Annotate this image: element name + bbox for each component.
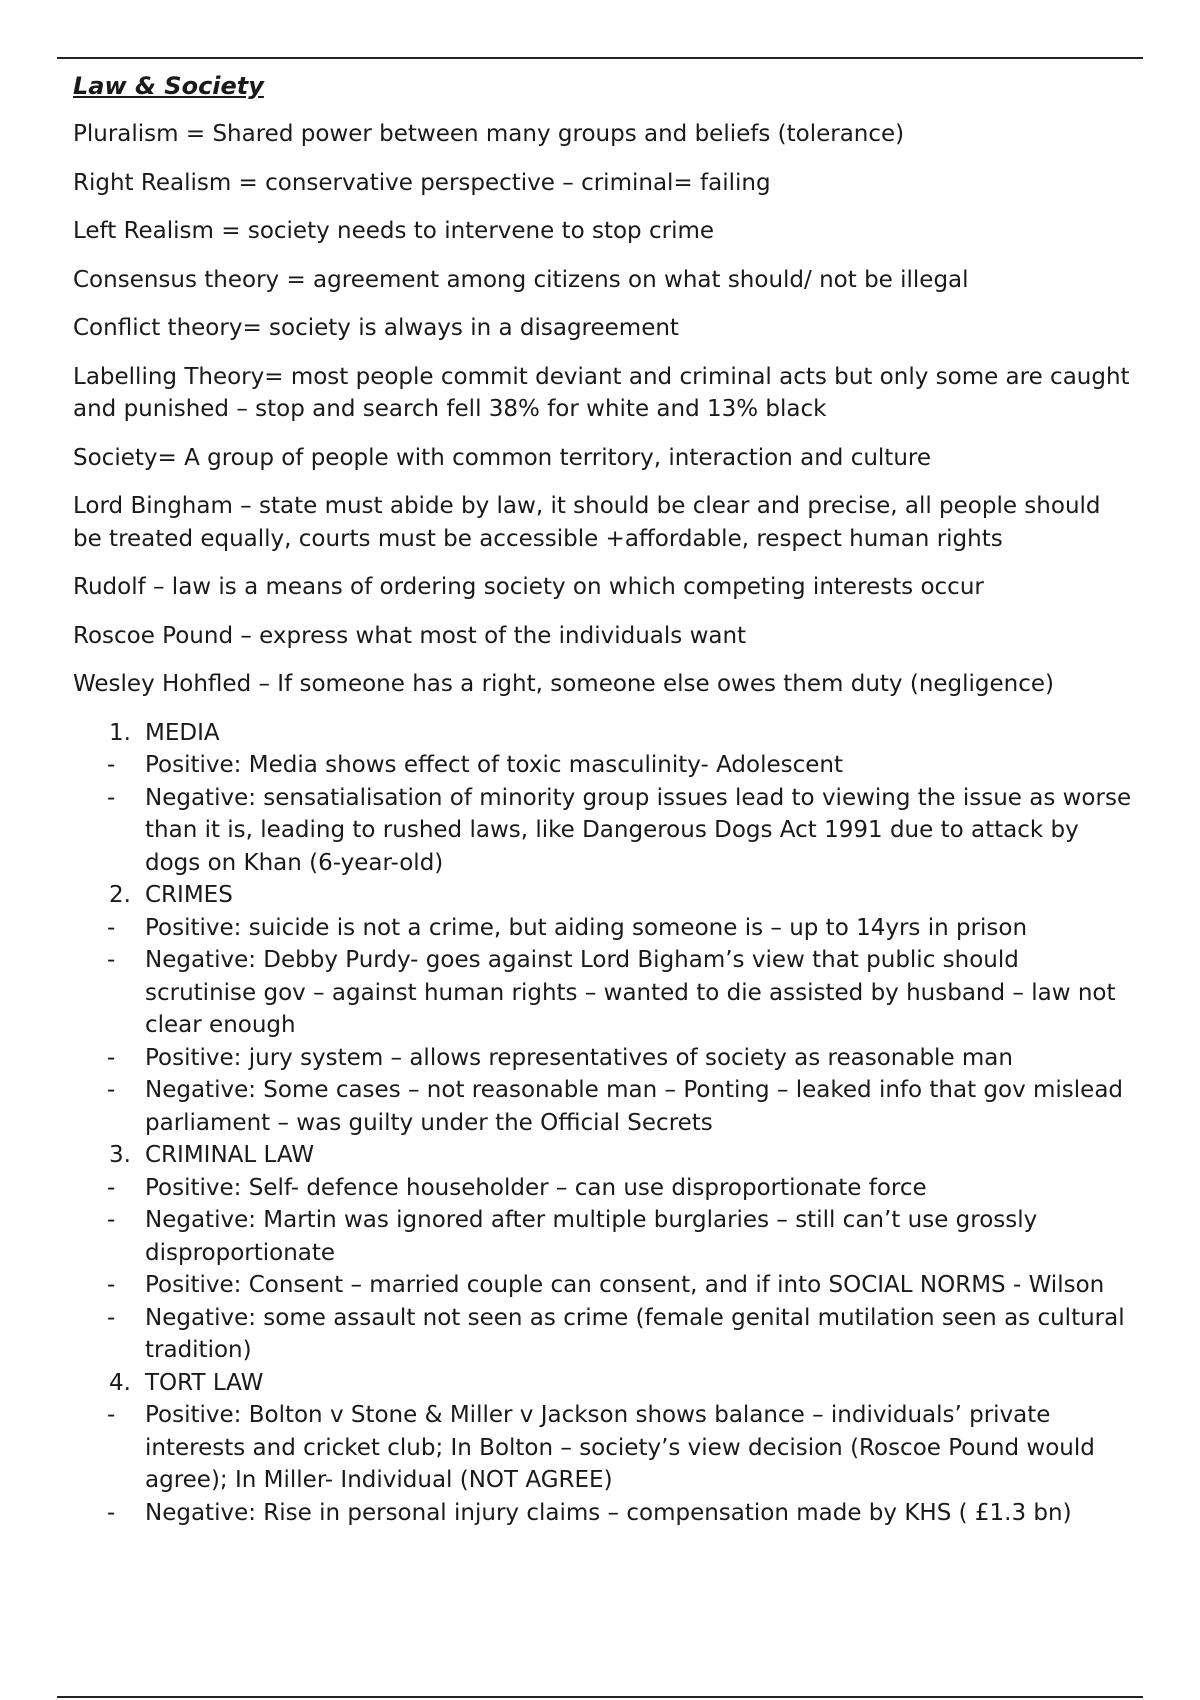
- numbered-list: [73, 717, 1133, 1530]
- list-item-text: Positive: Bolton v Stone & Miller v Jackson shows balance – individuals’ private interests and cricket club; In Bolton – society’s view decision (Roscoe Pound would agree); In Miller- Individual (NOT AGREE): [145, 1402, 1095, 1493]
- list-item: [73, 1269, 1133, 1302]
- section-number: 1.: [109, 719, 131, 746]
- list-item-text: Positive: Media shows effect of toxic masculinity- Adolescent: [145, 752, 843, 778]
- list-item: [73, 1074, 1133, 1139]
- page-title: Law & Society: [73, 72, 264, 100]
- dash-bullet: -: [107, 1272, 116, 1298]
- dash-bullet: -: [107, 1304, 116, 1331]
- dash-bullet: -: [107, 1044, 116, 1071]
- list-item: [73, 912, 1133, 945]
- definition-wesley-hohfled: Wesley Hohfled – If someone has a right, someone else owes them duty (negligence): [73, 671, 1055, 697]
- list-item: [73, 782, 1133, 880]
- definition-conflict-theory: Conflict theory= society is always in a disagreement: [73, 315, 679, 341]
- definition-consensus-theory: Consensus theory = agreement among citizens on what should/ not be illegal: [73, 266, 969, 293]
- section-number: 3.: [109, 1142, 131, 1168]
- list-item: [73, 1399, 1133, 1497]
- list-item-text: Positive: suicide is not a crime, but aiding someone is – up to 14yrs in prison: [145, 914, 1028, 941]
- list-item-text: Negative: Debby Purdy- goes against Lord Bigham’s view that public should scrutinise gov – against human rights – wanted to die assisted by husband – law not clear enough: [145, 947, 1116, 1038]
- list-item-text: Negative: Rise in personal injury claims – compensation made by KHS ( £1.3 bn): [145, 1499, 1072, 1526]
- section-title: TORT LAW: [145, 1369, 264, 1396]
- bottom-rule: [57, 1696, 1143, 1698]
- section-heading: [73, 1139, 1133, 1172]
- list-item-text: Negative: sensatialisation of minority group issues lead to viewing the issue as worse than it is, leading to rushed laws, like Dangerous Dogs Act 1991 due to attack by dogs on Khan (6-year-old): [145, 784, 1132, 876]
- list-item-text: Positive: Consent – married couple can consent, and if into SOCIAL NORMS - Wilson: [145, 1272, 1105, 1298]
- list-item: [73, 1497, 1133, 1530]
- section-number: 4.: [109, 1369, 131, 1396]
- definitions: [73, 118, 1133, 701]
- dash-bullet: -: [107, 1402, 116, 1428]
- definition-rudolf: Rudolf – law is a means of ordering society on which competing interests occur: [73, 574, 984, 600]
- list-item: [73, 1042, 1133, 1075]
- section-heading: [73, 879, 1133, 912]
- section-title: MEDIA: [145, 719, 220, 746]
- dash-bullet: -: [107, 947, 116, 973]
- list-item-text: Negative: Martin was ignored after multiple burglaries – still can’t use grossly disproportionate: [145, 1207, 1038, 1266]
- list-item: [73, 1172, 1133, 1205]
- list-item-text: Positive: jury system – allows representatives of society as reasonable man: [145, 1044, 1013, 1071]
- dash-bullet: -: [107, 1499, 116, 1526]
- dash-bullet: -: [107, 752, 116, 778]
- definition-roscoe-pound: Roscoe Pound – express what most of the individuals want: [73, 622, 747, 649]
- top-rule: [57, 57, 1143, 59]
- section-heading: [73, 1367, 1133, 1400]
- dash-bullet: -: [107, 1207, 116, 1233]
- section-heading: [73, 717, 1133, 750]
- section-title: CRIMINAL LAW: [145, 1142, 315, 1168]
- definition-right-realism: Right Realism = conservative perspective – criminal= failing: [73, 169, 771, 196]
- definition-pluralism: Pluralism = Shared power between many groups and beliefs (tolerance): [73, 121, 905, 147]
- section-number: 2.: [109, 882, 131, 908]
- section-title: CRIMES: [145, 882, 233, 908]
- dash-bullet: -: [107, 914, 116, 941]
- list-item: [73, 944, 1133, 1042]
- dash-bullet: -: [107, 1174, 116, 1201]
- definition-labelling-theory: Labelling Theory= most people commit deviant and criminal acts but only some are caught and punished – stop and search fell 38% for white and 13% black: [73, 363, 1130, 422]
- dash-bullet: -: [107, 784, 116, 811]
- definition-society: Society= A group of people with common territory, interaction and culture: [73, 444, 932, 471]
- list-item: [73, 749, 1133, 782]
- list-item-text: Negative: some assault not seen as crime (female genital mutilation seen as cultural tradition): [145, 1304, 1125, 1363]
- dash-bullet: -: [107, 1077, 116, 1103]
- definition-left-realism: Left Realism = society needs to intervene to stop crime: [73, 218, 715, 244]
- list-item-text: Negative: Some cases – not reasonable man – Ponting – leaked info that gov mislead parliament – was guilty under the Official Secrets: [145, 1077, 1124, 1136]
- list-item-text: Positive: Self- defence householder – can use disproportionate force: [145, 1174, 927, 1201]
- document-page: [73, 70, 1133, 1529]
- list-item: [73, 1302, 1133, 1367]
- list-item: [73, 1204, 1133, 1269]
- definition-lord-bingham: Lord Bingham – state must abide by law, it should be clear and precise, all people should be treated equally, courts must be accessible +affordable, respect human rights: [73, 493, 1101, 552]
